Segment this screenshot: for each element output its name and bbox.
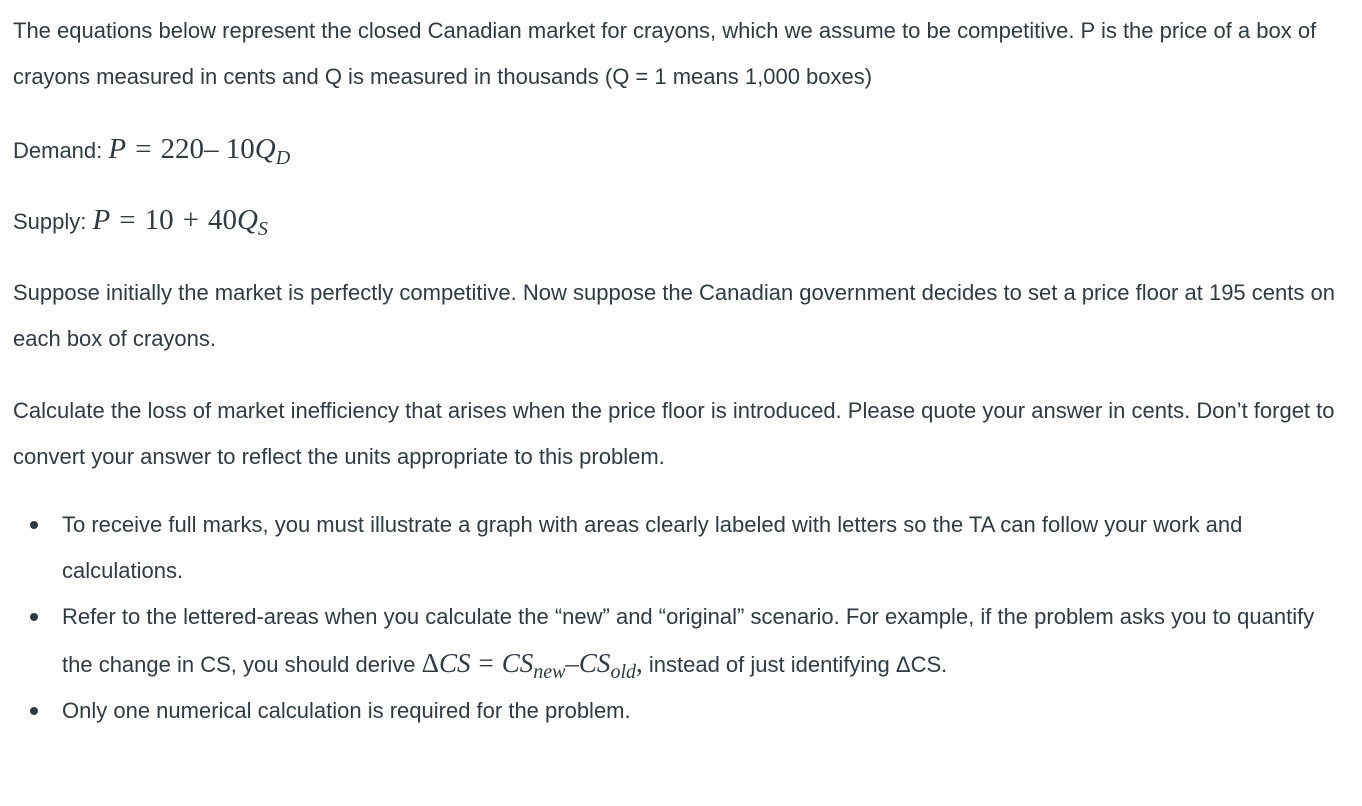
supply-lhs: P (92, 204, 111, 236)
cs-old-term: CS (578, 648, 611, 678)
bullet-text-before: Refer to the lettered-areas when you calculate the “new” and “original” scenario. For example, if the problem asks you to quantify the change in CS, you should derive (62, 604, 1315, 677)
demand-eq-sign: = (135, 133, 152, 165)
delta-symbol: Δ (421, 648, 439, 678)
scenario-paragraph: Suppose initially the market is perfectly competitive. Now suppose the Canadian government decides to set a price floor at 195 cents on each box of crayons. (13, 280, 1335, 351)
supply-eq-sign: = (119, 204, 136, 236)
delta-cs-formula (421, 648, 643, 683)
bullet-text-after: instead of just identifying ΔCS. (642, 652, 948, 677)
demand-minus: – (203, 133, 219, 165)
demand-coef: 10 (225, 133, 255, 165)
bullet-dot-icon (30, 521, 38, 529)
list-item (13, 688, 1343, 734)
supply-constant: 10 (144, 204, 174, 236)
list-item (13, 502, 1343, 594)
formula-comma: , (636, 648, 643, 678)
demand-subscript: D (275, 147, 291, 169)
question-paragraph: Calculate the loss of market inefficiency that arises when the price floor is introduced. Please quote your answer in cents. Don’t forget to convert your answer to reflect the units appropriate to this problem. (13, 398, 1335, 469)
supply-equation (13, 197, 268, 245)
supply-formula (92, 204, 268, 240)
demand-var: Q (254, 133, 276, 165)
demand-label: Demand: (13, 138, 103, 163)
formula-minus: – (565, 648, 579, 678)
supply-label: Supply: (13, 209, 87, 234)
supply-plus: + (182, 204, 199, 236)
supply-subscript: S (257, 218, 268, 240)
list-item (13, 594, 1343, 688)
demand-lhs: P (108, 133, 127, 165)
bullet-text: To receive full marks, you must illustrate a graph with areas clearly labeled with letters so the TA can follow your work and calculations. (62, 512, 1243, 583)
formula-eq-sign: = (478, 648, 494, 678)
supply-var: Q (236, 204, 258, 236)
bullet-dot-icon (30, 707, 38, 715)
supply-coef: 40 (207, 204, 237, 236)
cs-term: CS (438, 648, 471, 678)
instructions-list (13, 502, 1343, 734)
demand-formula (108, 133, 291, 169)
cs-new-term: CS (501, 648, 534, 678)
demand-constant: 220 (160, 133, 204, 165)
new-subscript: new (533, 661, 566, 683)
intro-paragraph: The equations below represent the closed Canadian market for crayons, which we assume to be competitive. P is the price of a box of crayons measured in cents and Q is measured in thousands (Q = 1 means 1,000 boxes) (13, 18, 1317, 89)
demand-equation (13, 126, 290, 174)
old-subscript: old (610, 661, 636, 683)
bullet-text: Only one numerical calculation is required for the problem. (62, 698, 631, 723)
bullet-dot-icon (30, 613, 38, 621)
